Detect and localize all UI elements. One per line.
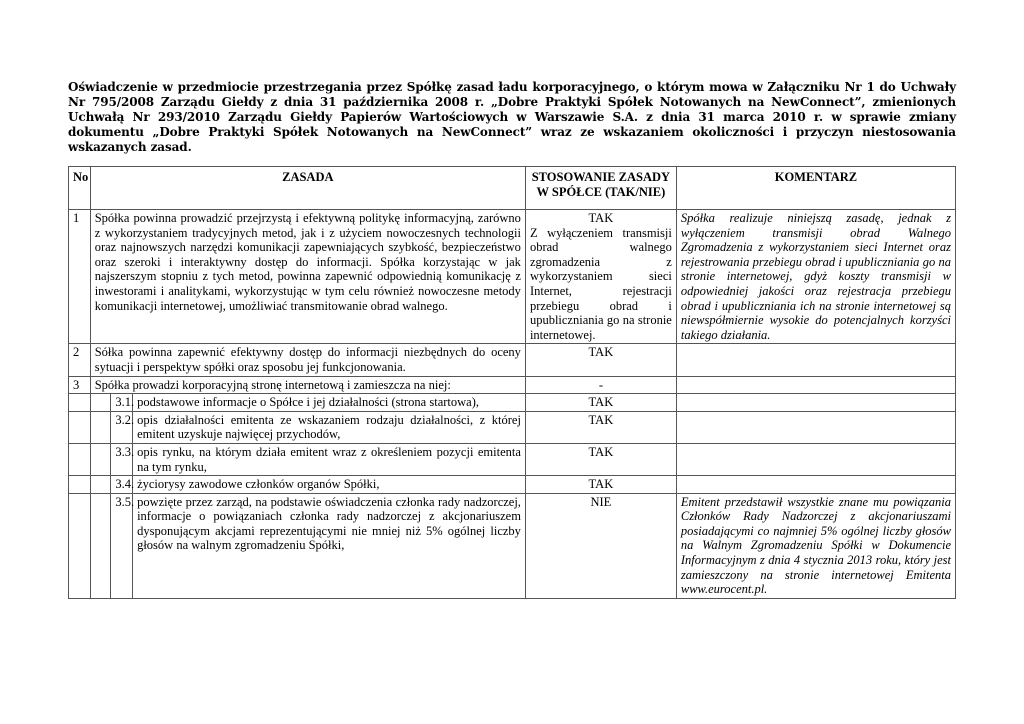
table-row xyxy=(69,210,956,344)
row-number: 1 xyxy=(69,210,91,344)
header-rule: ZASADA xyxy=(90,167,525,210)
empty-cell xyxy=(90,476,111,494)
table-row xyxy=(69,394,956,412)
status-value: TAK xyxy=(525,344,676,376)
rule-text: opis działalności emitenta ze wskazaniem rodzaju działalności, z której emitent uzyskuje najwięcej przychodów, xyxy=(133,411,526,443)
status-value: NIE xyxy=(525,493,676,598)
status-cell xyxy=(525,210,676,344)
table-row xyxy=(69,443,956,475)
comment-text xyxy=(676,411,955,443)
status-value: TAK xyxy=(588,211,614,225)
rule-text: życiorysy zawodowe członków organów Spółki, xyxy=(133,476,526,494)
status-value: TAK xyxy=(525,394,676,412)
rule-text: powzięte przez zarząd, na podstawie oświadczenia członka rady nadzorczej, informacje o powiązaniach członka rady nadzorczej z akcjonariuszem dysponującym akcjami reprezentującymi nie mniej niż 5% ogólnej liczby głosów na walnym zgromadzeniu Spółki, xyxy=(133,493,526,598)
subrow-number: 3.5. xyxy=(111,493,133,598)
status-value: - xyxy=(525,376,676,394)
comment-text xyxy=(676,476,955,494)
table-row xyxy=(69,344,956,376)
header-comment: KOMENTARZ xyxy=(676,167,955,210)
table-row xyxy=(69,411,956,443)
subrow-number: 3.2. xyxy=(111,411,133,443)
status-value: TAK xyxy=(525,443,676,475)
rule-text: Sółka powinna zapewnić efektywny dostęp do informacji niezbędnych do oceny sytuacji i perspektyw spółki oraz sposobu jej funkcjonowania. xyxy=(90,344,525,376)
header-status: STOSOWANIE ZASADY W SPÓŁCE (TAK/NIE) xyxy=(525,167,676,210)
document-heading: Oświadczenie w przedmiocie przestrzegania przez Spółkę zasad ładu korporacyjnego, o którym mowa w Załączniku Nr 1 do Uchwały Nr 795/2008 Zarządu Giełdy z dnia 31 października 2008 r. „Dobre Praktyki Spółek Notowanych na NewConnect”, zmienionych Uchwałą Nr 293/2010 Zarządu Giełdy Papierów Wartościowych w Warszawie S.A. z dnia 31 marca 2010 r. w sprawie zmiany dokumentu „Dobre Praktyki Spółek Notowanych na NewConnect” wraz ze wskazaniem okoliczności i przyczyn niestosowania wskazanych zasad. xyxy=(68,80,956,154)
empty-cell xyxy=(90,411,111,443)
table-row xyxy=(69,376,956,394)
comment-text: Spółka realizuje niniejszą zasadę, jednak z wyłączeniem transmisji obrad Walnego Zgromadzenia z wykorzystaniem sieci Internet oraz rejestrowania przebiegu obrad i upubliczniania go na stronie internetowej, gdyż koszty transmisji w odpowiedniej jakości oraz rejestracja przebiegu obrad i upubliczniania ich na stronie internetowej są niewspółmiernie wysokie do potencjalnych korzyści takiego działania. xyxy=(676,210,955,344)
status-note: Z wyłączeniem transmisji obrad walnego zgromadzenia z wykorzystaniem sieci Internet, rejestracji przebiegu obrad i upubliczniania go na stronie internetowej. xyxy=(529,225,672,342)
row-number: 2 xyxy=(69,344,91,376)
row-number: 3 xyxy=(69,376,91,394)
corporate-governance-table xyxy=(68,166,956,599)
empty-cell xyxy=(69,493,91,598)
empty-cell xyxy=(90,394,111,412)
subrow-number: 3.4. xyxy=(111,476,133,494)
empty-cell xyxy=(69,443,91,475)
rule-text: Spółka powinna prowadzić przejrzystą i efektywną politykę informacyjną, zarówno z wykorzystaniem tradycyjnych metod, jak i z użyciem nowoczesnych technologii oraz najnowszych narzędzi komunikacji zapewniających szybkość, bezpieczeństwo oraz szeroki i interaktywny dostęp do informacji. Spółka korzystając w jak najszerszym stopniu z tych metod, powinna zapewnić odpowiednią komunikację z inwestorami i analitykami, wykorzystując w tym celu również nowoczesne metody komunikacji internetowej, umożliwiać transmitowanie obrad walnego. xyxy=(90,210,525,344)
subrow-number: 3.1. xyxy=(111,394,133,412)
status-value: TAK xyxy=(525,476,676,494)
rule-text: Spółka prowadzi korporacyjną stronę internetową i zamieszcza na niej: xyxy=(90,376,525,394)
comment-text xyxy=(676,443,955,475)
empty-cell xyxy=(69,476,91,494)
empty-cell xyxy=(69,394,91,412)
comment-text xyxy=(676,344,955,376)
empty-cell xyxy=(90,443,111,475)
comment-text xyxy=(676,394,955,412)
table-row xyxy=(69,476,956,494)
table-header-row xyxy=(69,167,956,210)
rule-text: podstawowe informacje o Spółce i jej działalności (strona startowa), xyxy=(133,394,526,412)
rule-text: opis rynku, na którym działa emitent wraz z określeniem pozycji emitenta na tym rynku, xyxy=(133,443,526,475)
header-no: No xyxy=(69,167,91,210)
subrow-number: 3.3. xyxy=(111,443,133,475)
comment-text: Emitent przedstawił wszystkie znane mu powiązania Członków Rady Nadzorczej z akcjonariuszami posiadającymi co najmniej 5% ogólnej liczby głosów na Walnym Zgromadzeniu Spółki w Dokumencie Informacyjnym z dnia 4 stycznia 2013 roku, który jest zamieszczony na stronie internetowej Emitenta www.eurocent.pl. xyxy=(676,493,955,598)
comment-text xyxy=(676,376,955,394)
status-value: TAK xyxy=(525,411,676,443)
empty-cell xyxy=(69,411,91,443)
empty-cell xyxy=(90,493,111,598)
table-row xyxy=(69,493,956,598)
